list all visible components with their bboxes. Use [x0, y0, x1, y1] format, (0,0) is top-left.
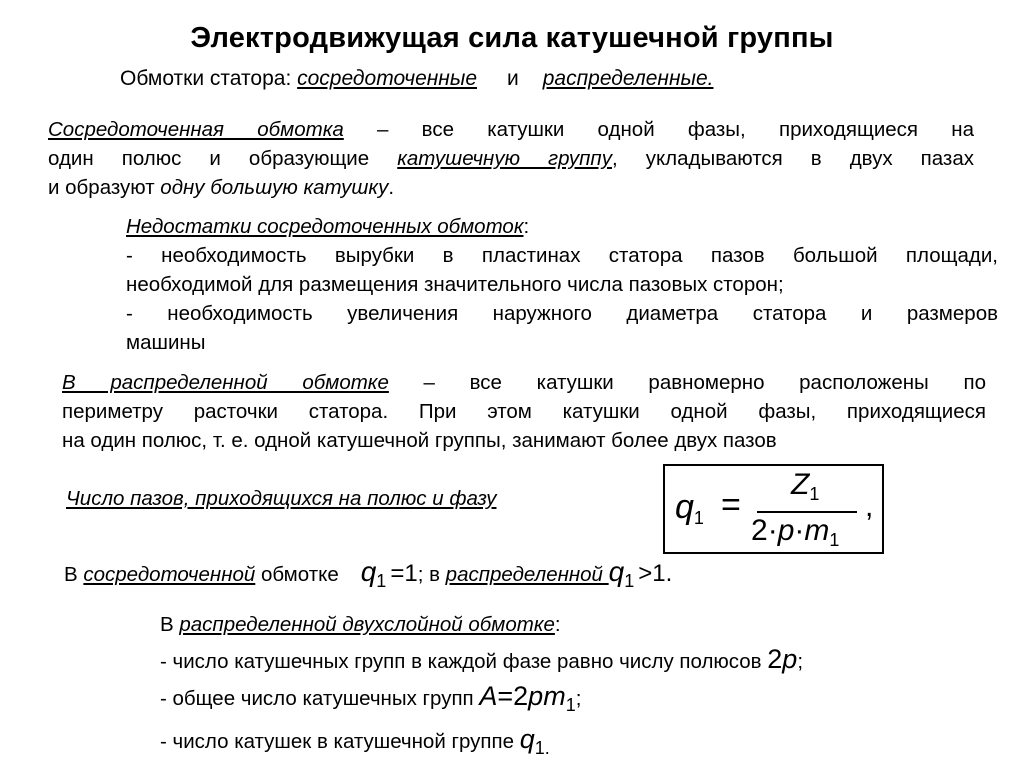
two-layer-item-2-A: A: [479, 681, 498, 711]
drawback-1-line-2: необходимой для размещения значительного числа пазовых сторон;: [126, 273, 784, 296]
formula-lhs-var: q: [675, 488, 694, 526]
two-layer-item-1-text: - число катушечных групп в каждой фазе равно числу полюсов: [160, 650, 768, 673]
q-line-q1-rel: =1: [390, 560, 418, 587]
formula-comma: ,: [865, 490, 874, 523]
formula-box: [663, 464, 884, 554]
two-layer-item-3: [160, 722, 803, 765]
p1-term: Сосредоточенная обмотка: [48, 118, 344, 141]
two-layer-item-3-text: - число катушек в катушечной группе: [160, 730, 520, 753]
concentrated-winding-paragraph: [48, 115, 974, 202]
q-line-pre: В: [64, 563, 84, 586]
two-layer-item-2-text: - общее число катушечных групп: [160, 687, 480, 710]
q-line-sep: ; в: [417, 563, 446, 586]
page-title: Электродвижущая сила катушечной группы: [190, 22, 834, 54]
p3-line-3: на один полюс, т. е. одной катушечной группы, занимают более двух пазов: [62, 429, 777, 452]
drawbacks-list: [126, 212, 998, 357]
two-layer-item-3-var: q: [519, 724, 535, 754]
subtitle-and: и: [507, 67, 519, 90]
subtitle: [120, 67, 713, 91]
p1-line-2-rest: , укладываются в двух пазах: [611, 147, 974, 170]
two-layer-item-1-var: p: [782, 644, 798, 674]
two-layer-heading: [160, 608, 803, 642]
p1-line-3-end: .: [388, 176, 395, 199]
formula-lhs-sub: 1: [693, 508, 704, 528]
formula-equals: =: [721, 486, 741, 524]
two-layer-item-3-sub: 1.: [534, 738, 550, 758]
two-layer-item-2-end: ;: [575, 687, 582, 710]
two-layer-item-2-p: p: [528, 681, 544, 711]
formula-denominator: [751, 514, 839, 551]
p3-term: В распределенной обмотке: [62, 371, 389, 394]
drawbacks-heading-colon: :: [523, 215, 530, 238]
formula-numerator: [791, 468, 819, 505]
p3-line-2: периметру расточки статора. При этом катушки одной фазы, приходящиеся: [62, 400, 986, 423]
formula-fraction-bar: [757, 511, 857, 513]
drawbacks-heading-text: Недостатки сосредоточенных обмоток: [126, 215, 524, 238]
q-comparison-line: [64, 556, 672, 592]
formula-lhs: [675, 488, 704, 529]
formula-den-sub: 1: [829, 530, 840, 550]
p1-coil-group-term: катушечную группу: [397, 147, 612, 170]
formula-num-var: Z: [791, 468, 810, 501]
formula-num-sub: 1: [809, 484, 820, 504]
distributed-winding-paragraph: [62, 368, 986, 455]
q-line-q1-sub: 1: [376, 571, 387, 591]
p1-line-3-pre: и образуют: [48, 176, 161, 199]
formula-den-p: p: [777, 514, 795, 547]
drawback-2-line-1: - необходимость увеличения наружного диаметра статора и размеров: [126, 302, 998, 325]
p1-big-coil-term: одну большую катушку: [160, 176, 389, 199]
two-layer-item-2-m: m: [543, 681, 566, 711]
q-line-mid: обмотке: [255, 563, 339, 586]
subtitle-distributed: распределенные.: [542, 67, 714, 90]
two-layer-item-1: [160, 642, 803, 679]
two-layer-heading-term: распределенной двухслойной обмотке: [179, 613, 555, 636]
p1-line-1: [48, 115, 974, 144]
p3-line-1-text: – все катушки равномерно расположены по: [388, 371, 986, 394]
q-line-q2-rel: >1.: [638, 560, 673, 587]
q-line-q1-var: q: [360, 556, 377, 587]
p1-line-3: [48, 173, 974, 202]
slots-per-pole-phase-label: Число пазов, приходящихся на полюс и фазу: [66, 487, 497, 510]
two-layer-item-2: [160, 679, 803, 722]
drawback-2-line-2: машины: [126, 331, 206, 354]
two-layer-winding-list: [160, 608, 803, 765]
drawback-1-line-1: - необходимость вырубки в пластинах статора пазов большой площади,: [126, 244, 998, 267]
q-line-q2-sub: 1: [624, 571, 635, 591]
p1-line-1-text: – все катушки одной фазы, приходящиеся на: [343, 118, 974, 141]
q-line-concentrated: сосредоточенной: [83, 563, 256, 586]
subtitle-prefix: Обмотки статора:: [120, 67, 298, 90]
p1-line-2: [48, 144, 974, 173]
two-layer-item-1-end: ;: [797, 650, 804, 673]
formula-den-two: 2: [751, 514, 768, 547]
formula-den-dot-2: ·: [794, 514, 805, 547]
two-layer-heading-colon: :: [554, 613, 561, 636]
q-line-q2-var: q: [608, 556, 625, 587]
p1-line-2-pre: один полюс и образующие: [48, 147, 398, 170]
two-layer-item-2-sub: 1: [565, 695, 576, 715]
formula-den-dot-1: ·: [767, 514, 778, 547]
subtitle-concentrated: сосредоточенные: [297, 67, 477, 90]
two-layer-item-2-eq: =2: [497, 681, 529, 711]
formula-den-m: m: [804, 514, 830, 547]
drawbacks-heading: [126, 212, 998, 241]
two-layer-item-1-num: 2: [767, 644, 783, 674]
p3-line-1: [62, 368, 986, 397]
q-line-distributed: распределенной: [445, 563, 609, 586]
two-layer-heading-pre: В: [160, 613, 180, 636]
